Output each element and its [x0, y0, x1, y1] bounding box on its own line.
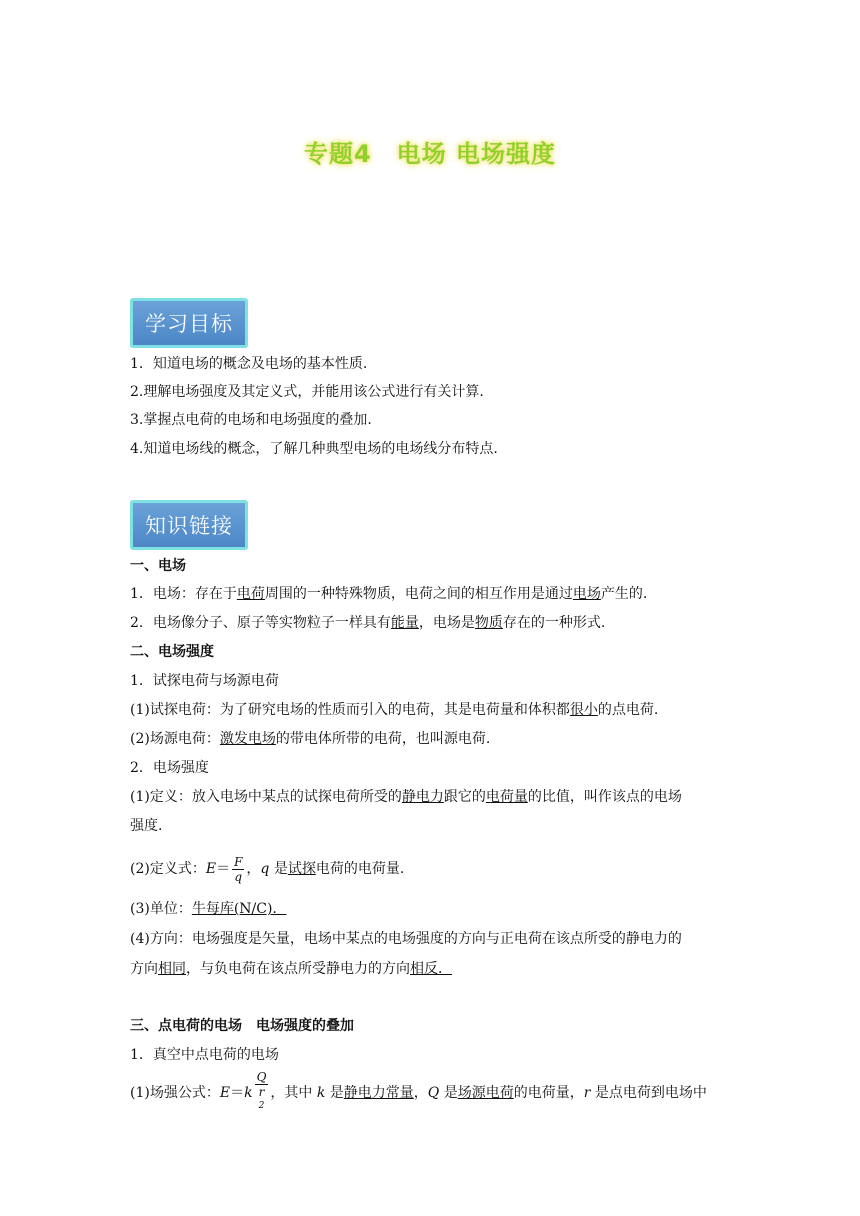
text: 的带电体所带的电荷，也叫源电荷.	[275, 731, 491, 747]
symbol-r: r	[583, 1085, 591, 1101]
equals-sign: ＝	[216, 861, 231, 877]
text: 是	[325, 1085, 344, 1101]
paragraph-6: 2．电场强度	[130, 760, 209, 776]
goal-item-3: 3.掌握点电荷的电场和电场强度的叠加.	[130, 412, 372, 428]
paragraph-2	[130, 614, 730, 632]
paragraph-7-cont: 强度.	[130, 818, 163, 834]
underlined-term: 激发电场	[219, 731, 276, 747]
text: 2．电场像分子、原子等实物粒子一样具有	[130, 615, 391, 631]
paragraph-4	[130, 701, 730, 719]
text: 周围的一种特殊物质，电荷之间的相互作用是通过	[264, 586, 573, 602]
heading-point-charge: 三、点电荷的电场 电场强度的叠加	[130, 1018, 354, 1034]
underlined-term: 电荷	[236, 586, 265, 602]
goal-item-1: 1．知道电场的概念及电场的基本性质.	[130, 356, 368, 372]
numerator: Q	[256, 1070, 267, 1084]
paragraph-8-formula	[130, 852, 730, 886]
denominator	[255, 1085, 269, 1116]
text: (1)试探电荷：为了研究电场的性质而引入的电荷，其是电荷量和体积都	[130, 702, 570, 718]
denominator-exponent: 2	[258, 1101, 265, 1111]
text: (2)场源电荷：	[130, 731, 220, 747]
denominator-base: r	[258, 1085, 265, 1099]
underlined-term: 牛每库(N/C)．	[191, 901, 287, 917]
paragraph-5	[130, 730, 730, 748]
text: 产生的.	[600, 586, 648, 602]
goal-item-2: 2.理解电场强度及其定义式，并能用该公式进行有关计算.	[130, 384, 484, 400]
paragraph-7	[130, 788, 730, 806]
underlined-term: 物质	[474, 615, 503, 631]
text: 是	[269, 861, 288, 877]
underlined-term: 静电力常量	[343, 1085, 414, 1101]
text: 存在的一种形式.	[502, 615, 606, 631]
underlined-term: 静电力	[401, 789, 444, 805]
text: 的电荷量，	[513, 1085, 584, 1101]
paragraph-1	[130, 585, 730, 603]
text: 电荷的电荷量.	[315, 861, 405, 877]
underlined-term: 很小	[569, 702, 598, 718]
equals-sign: ＝	[230, 1085, 245, 1101]
text: 是	[439, 1085, 458, 1101]
text: ，	[413, 1085, 428, 1101]
symbol-q: Q	[427, 1085, 440, 1101]
underlined-term: 电荷量	[485, 789, 528, 805]
paragraph-11	[130, 960, 730, 978]
symbol-k: k	[244, 1085, 253, 1101]
paragraph-3: 1．试探电荷与场源电荷	[130, 673, 279, 689]
heading-field-strength: 二、电场强度	[130, 644, 214, 660]
heading-electric-field: 一、电场	[130, 558, 186, 574]
text: ，电场是	[418, 615, 475, 631]
paragraph-12: 1．真空中点电荷的电场	[130, 1047, 279, 1063]
goal-item-4: 4.知道电场线的概念，了解几种典型电场的电场线分布特点.	[130, 441, 498, 457]
symbol-q: q	[260, 861, 270, 877]
numerator: F	[234, 854, 243, 869]
section-badge-knowledge: 知识链接	[130, 500, 248, 550]
text: 的比值，叫作该点的电场	[527, 789, 682, 805]
symbol-k: k	[316, 1085, 326, 1101]
underlined-term: 试探	[287, 861, 316, 877]
text: 跟它的	[443, 789, 486, 805]
text: ，与负电荷在该点所受静电力的方向	[186, 961, 410, 977]
text: 方向	[130, 961, 158, 977]
paragraph-13-formula	[130, 1070, 730, 1111]
symbol-e: E	[219, 1085, 231, 1101]
text: (1)定义：放入电场中某点的试探电荷所受的	[130, 789, 402, 805]
underlined-term: 相反．	[410, 961, 452, 977]
text: ，其中	[270, 1085, 317, 1101]
paragraph-9	[130, 900, 730, 918]
text: 的点电荷.	[597, 702, 659, 718]
fraction-f-over-q	[232, 855, 244, 884]
text: 是点电荷到电场中	[590, 1085, 707, 1101]
underlined-term: 电场	[572, 586, 601, 602]
denominator: q	[234, 869, 243, 884]
page-title: 专题4 电场 电场强度	[303, 140, 557, 168]
underlined-term: 相同	[158, 961, 186, 977]
text: (1)场强公式：	[130, 1085, 220, 1101]
paragraph-10: (4)方向：电场强度是矢量，电场中某点的电场强度的方向与正电荷在该点所受的静电力的	[130, 931, 682, 947]
underlined-term: 场源电荷	[457, 1085, 514, 1101]
text: (2)定义式：	[130, 861, 206, 877]
section-badge-goals: 学习目标	[130, 298, 248, 348]
text: 1．电场：存在于	[130, 586, 237, 602]
text: ，	[246, 861, 261, 877]
text: (3)单位：	[130, 901, 192, 917]
fraction-q-over-r2	[255, 1070, 269, 1116]
underlined-term: 能量	[390, 615, 419, 631]
symbol-e: E	[205, 861, 217, 877]
